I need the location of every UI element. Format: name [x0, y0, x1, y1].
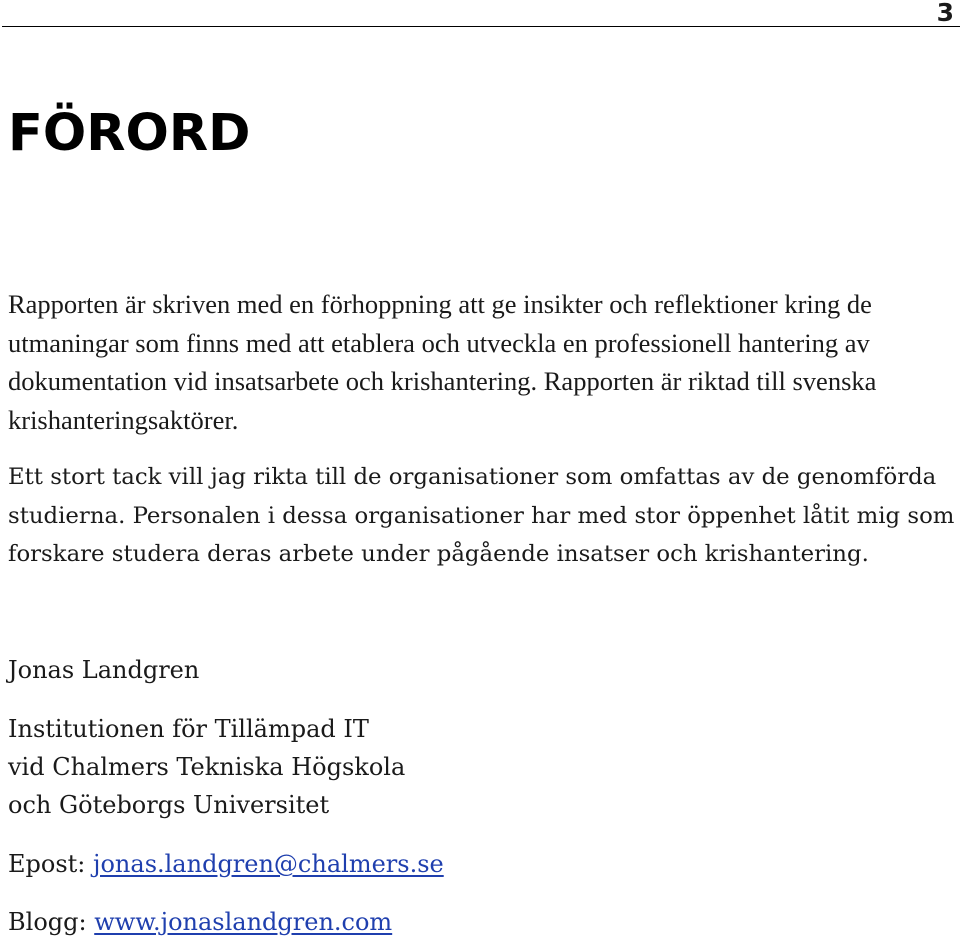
blog-link[interactable]: www.jonaslandgren.com: [94, 908, 393, 936]
author-name: Jonas Landgren: [8, 656, 200, 684]
page-number: 3: [936, 0, 954, 27]
email-label: Epost:: [8, 850, 86, 878]
blog-label: Blogg:: [8, 908, 87, 936]
institution-line-1: Institutionen för Tillämpad IT: [8, 715, 369, 743]
paragraph-intro: Rapporten är skriven med en förhoppning att ge insikter och reflektioner kring de utmaningar som finns med att etablera och utveckla en professionell hantering av dokumentation vid insatsarbete och krishantering. Rapporten är riktad till svenska krishanteringsaktörer.: [8, 289, 877, 435]
paragraph-thanks: Ett stort tack vill jag rikta till de organisationer som omfattas av de genomförda studierna. Personalen i dessa organisationer har med stor öppenhet låtit mig som forskare studera deras arbete under pågående insatser och krishantering.: [8, 464, 955, 567]
header-rule: [2, 26, 960, 27]
email-row: [8, 845, 444, 884]
institution-line-3: och Göteborgs Universitet: [8, 791, 330, 819]
page-title: FÖRORD: [8, 104, 251, 163]
institution-line-2: vid Chalmers Tekniska Högskola: [8, 753, 406, 781]
blog-row: [8, 903, 392, 942]
email-link[interactable]: jonas.landgren@chalmers.se: [93, 850, 444, 878]
